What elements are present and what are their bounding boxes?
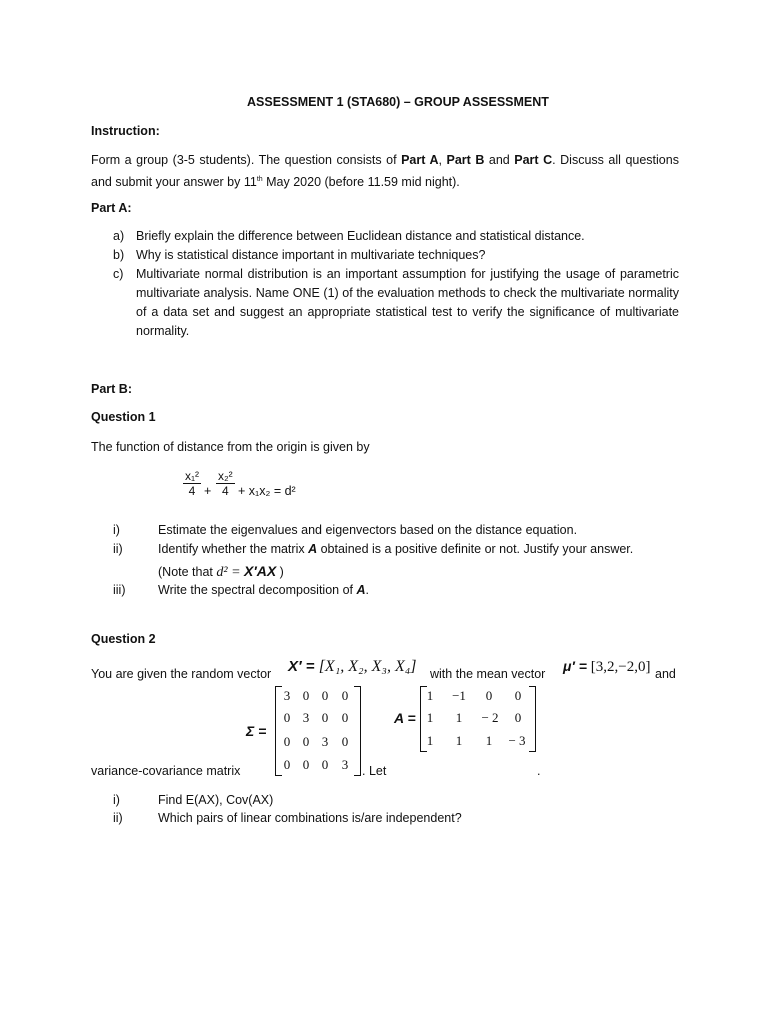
- mean-vector-label: with the mean vector: [430, 667, 546, 681]
- note-text: (Note that d² = X′AX ): [158, 563, 284, 580]
- matrix-cell: 3: [341, 757, 349, 772]
- part-a-item-label: a): [113, 229, 125, 243]
- matrix-cell: 0: [321, 757, 329, 772]
- matrix-cell: 0: [283, 757, 291, 772]
- random-vector: X′ = [X₁, X₂, X₃, X₄]: [288, 658, 417, 675]
- q1-item-text: Identify whether the matrix A obtained is a positive definite or not. Justify your answer.: [158, 542, 634, 556]
- fraction-x1: $\frac{\text{x₁²}}{4}$: [185, 469, 200, 498]
- matrix-cell: 0: [341, 710, 349, 725]
- a-matrix-label: A =: [394, 710, 416, 726]
- right-bracket: [354, 686, 361, 776]
- matrix-cell: 0: [283, 710, 291, 725]
- q1-item-text: Write the spectral decomposition of A.: [158, 583, 369, 597]
- matrix-cell: 0: [485, 688, 493, 703]
- plus-sign: +: [204, 484, 212, 498]
- q1-item-text: Estimate the eigenvalues and eigenvectors based on the distance equation.: [158, 523, 578, 537]
- part-a-item-text: Multivariate normal distribution is an important assumption for justifying the usage of parametric multivariate analysis. Name ONE (1) of the evaluation methods to check the multivariate normality of a data set and suggest an appropriate statistical test to verify the significance of multivariate normality.: [136, 267, 679, 338]
- matrix-cell: 1: [455, 733, 463, 748]
- matrix-cell: 0: [341, 734, 349, 749]
- matrix-cell: 1: [426, 710, 434, 725]
- part-b-heading: Part B:: [91, 382, 132, 396]
- part-a-item-label: b): [113, 248, 125, 262]
- and-text: and: [655, 667, 676, 681]
- matrix-cell: − 2: [481, 710, 499, 725]
- matrix-cell: − 3: [508, 733, 526, 748]
- matrix-cell: 3: [283, 688, 291, 703]
- matrix-cell: 0: [302, 734, 310, 749]
- question-1-heading: Question 1: [91, 410, 156, 424]
- instruction-text: Form a group (3-5 students). The question consists of Part A, Part B and Part C. Discuss all questions and submit your answer by 11th May 2020 (before 11.59 mid night).: [91, 153, 679, 190]
- q1-item-label: iii): [113, 583, 126, 597]
- q2-item-label: ii): [113, 811, 123, 825]
- matrix-cell: 0: [283, 734, 291, 749]
- matrix-cell: 0: [321, 710, 329, 725]
- matrix-cell: 1: [426, 733, 434, 748]
- document-title: ASSESSMENT 1 (STA680) – GROUP ASSESSMENT: [247, 95, 549, 109]
- matrix-cell: 1: [455, 710, 463, 725]
- matrix-cell: 0: [341, 688, 349, 703]
- sigma-matrix: [275, 686, 361, 776]
- part-a-item-label: c): [113, 267, 124, 281]
- matrix-cell: 1: [426, 688, 434, 703]
- mean-vector: μ′ = [3,2,−2,0]: [563, 658, 651, 675]
- variance-covariance-label: variance-covariance matrix: [91, 764, 241, 778]
- q1-item-label: i): [113, 523, 120, 537]
- q2-item-text: Find E(AX), Cov(AX): [158, 793, 274, 807]
- sigma-label: Σ =: [246, 723, 267, 739]
- matrix-cell: 1: [485, 733, 493, 748]
- fraction-x2: $\frac{\text{x₂²}}{4}$: [218, 469, 233, 498]
- matrix-cell: −1: [452, 688, 466, 703]
- equation-rest: + x₁x₂ = d²: [238, 484, 296, 498]
- matrix-cell: 0: [302, 757, 310, 772]
- question-1-intro: The function of distance from the origin is given by: [91, 440, 370, 454]
- matrix-cell: 0: [514, 688, 522, 703]
- q2-item-label: i): [113, 793, 120, 807]
- matrix-cell: 0: [321, 688, 329, 703]
- instruction-heading: Instruction:: [91, 124, 160, 138]
- matrix-cell: 0: [514, 710, 522, 725]
- matrix-cell: 3: [321, 734, 329, 749]
- a-matrix: [420, 686, 536, 752]
- part-a-item-text: Why is statistical distance important in multivariate techniques?: [136, 248, 486, 262]
- let-text: . Let: [362, 764, 387, 778]
- question-2-intro: You are given the random vector: [91, 667, 272, 681]
- trailing-dot: .: [537, 764, 541, 778]
- matrix-cell: 0: [302, 688, 310, 703]
- question-2-heading: Question 2: [91, 632, 156, 646]
- part-a-item-text: Briefly explain the difference between Euclidean distance and statistical distance.: [136, 229, 585, 243]
- matrix-cell: 3: [302, 710, 310, 725]
- q2-item-text: Which pairs of linear combinations is/are independent?: [158, 811, 462, 825]
- part-a-heading: Part A:: [91, 201, 132, 215]
- q1-item-label: ii): [113, 542, 123, 556]
